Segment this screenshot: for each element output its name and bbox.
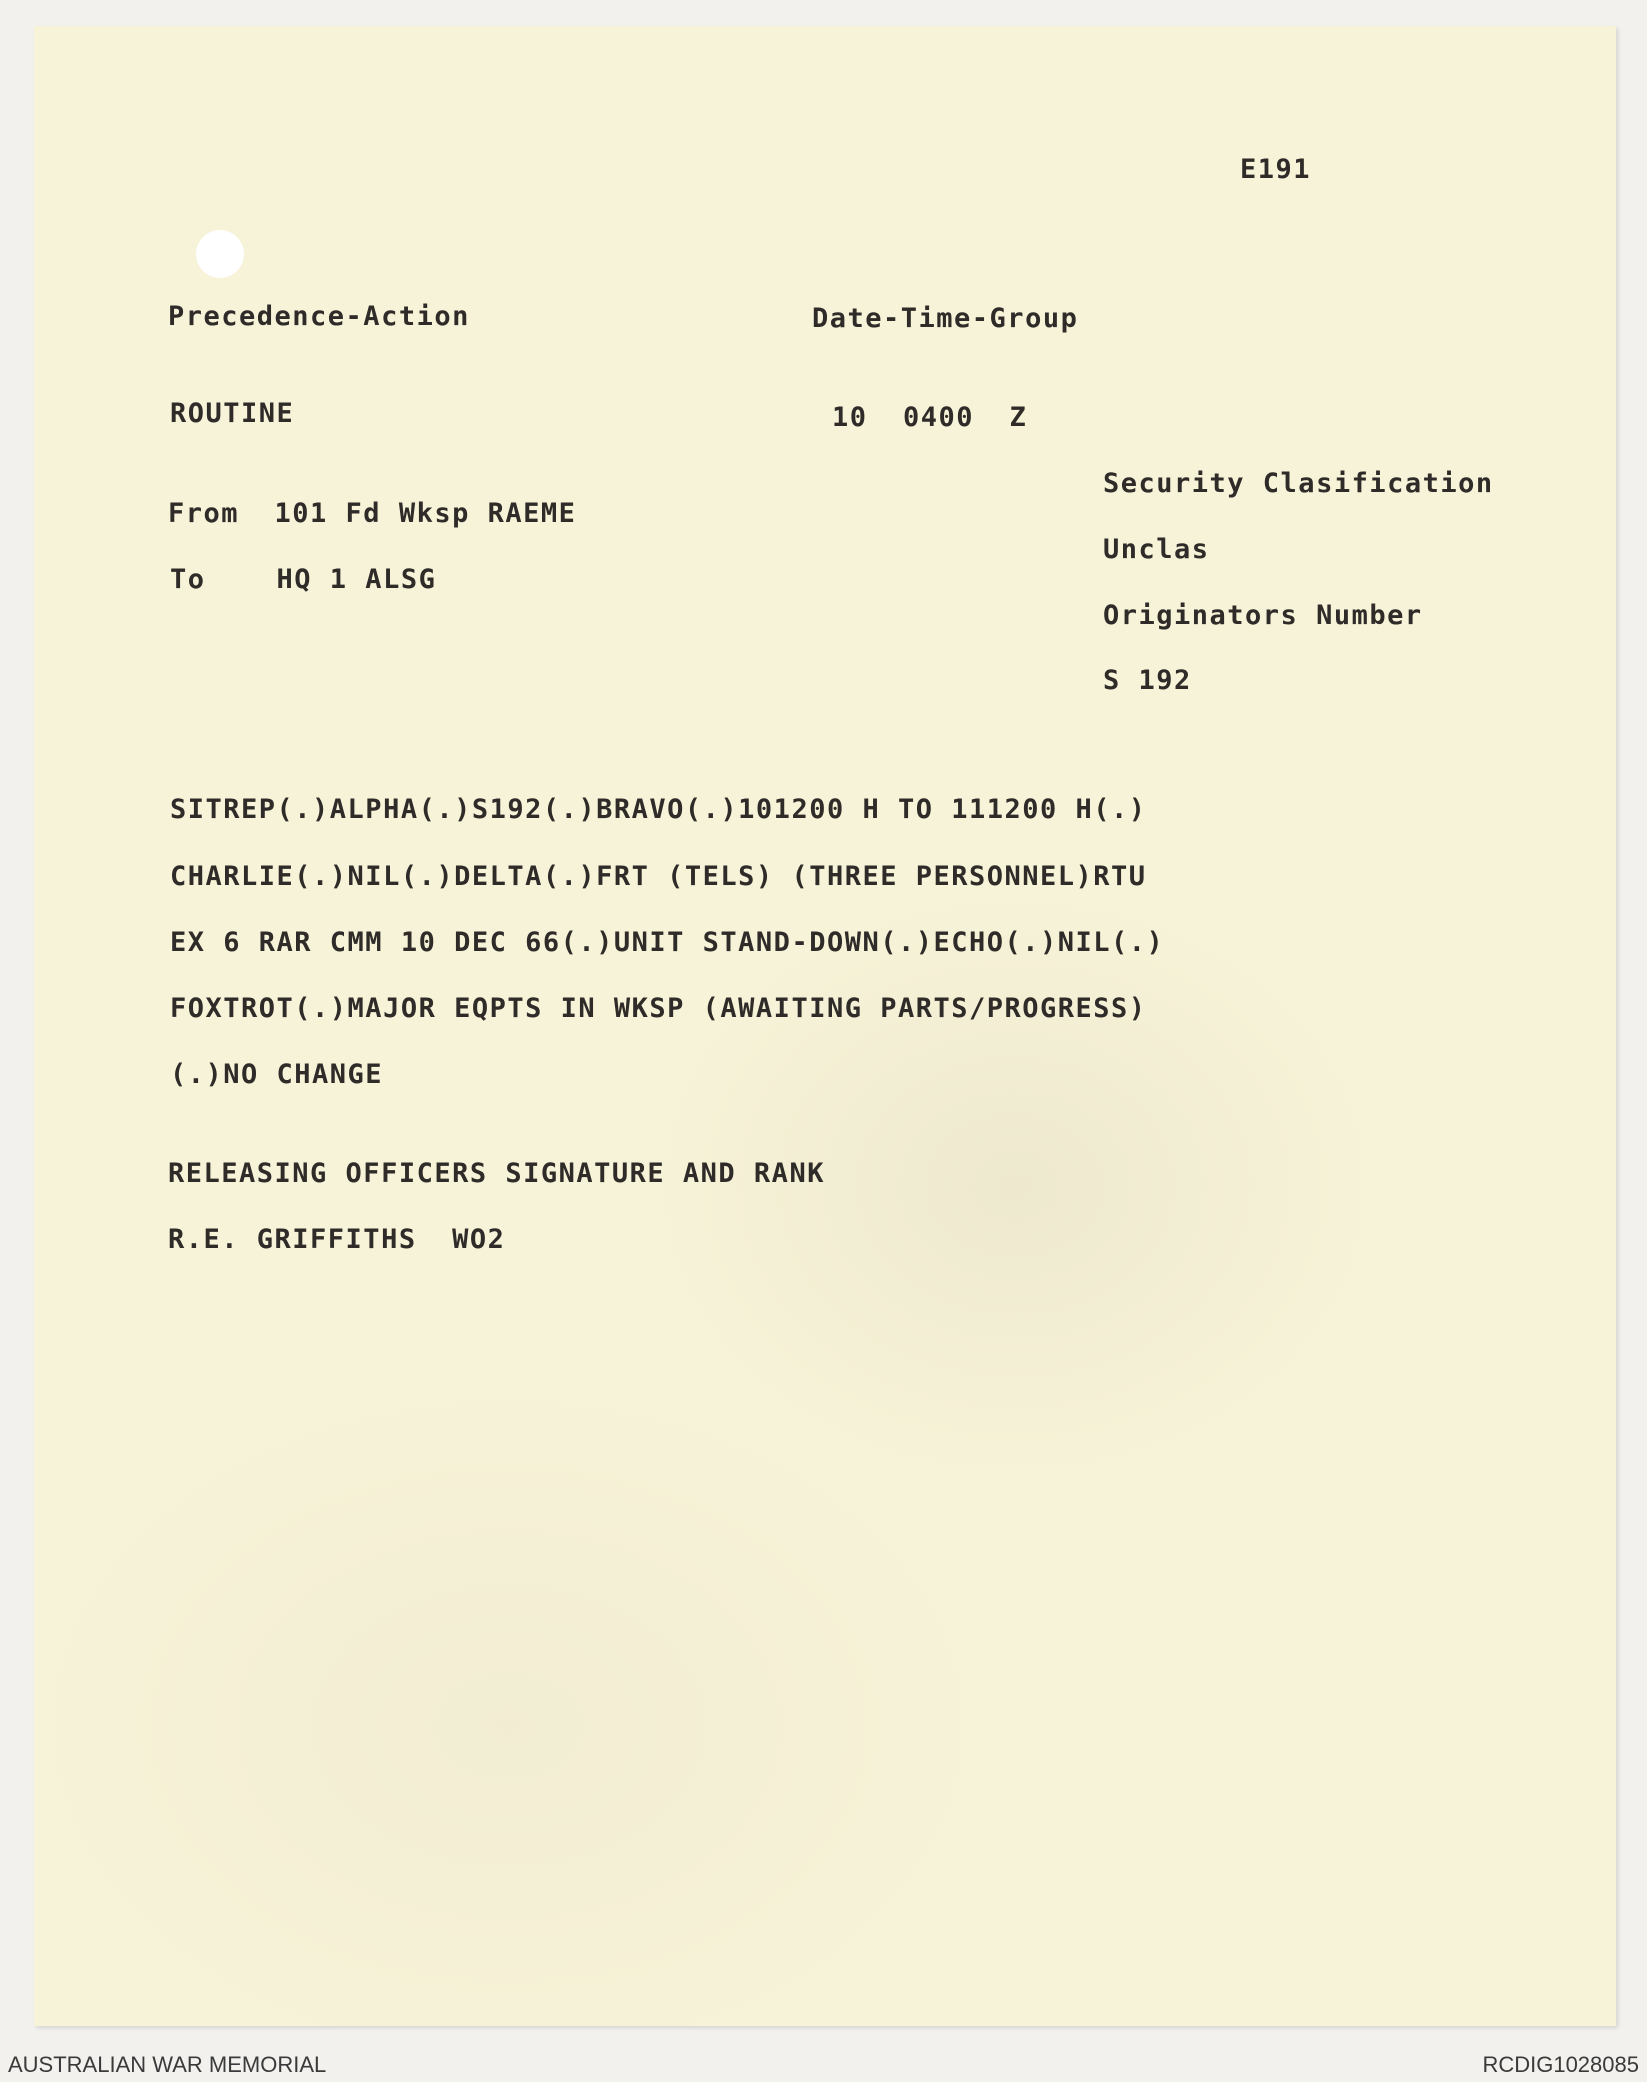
message-line-5: (.)NO CHANGE xyxy=(170,1059,384,1090)
message-line-2: CHARLIE(.)NIL(.)DELTA(.)FRT (TELS) (THREE PERSONNEL)RTU xyxy=(170,861,1147,892)
message-line-3: EX 6 RAR CMM 10 DEC 66(.)UNIT STAND-DOWN(.)ECHO(.)NIL(.) xyxy=(170,927,1165,958)
releasing-officer-label: RELEASING OFFICERS SIGNATURE AND RANK xyxy=(168,1158,825,1189)
originators-label: Originators Number xyxy=(1103,600,1423,631)
message-line-4: FOXTROT(.)MAJOR EQPTS IN WKSP (AWAITING PARTS/PROGRESS) xyxy=(170,993,1147,1024)
archive-footer-right: RCDIG1028085 xyxy=(1482,2052,1639,2077)
archive-footer-left: AUSTRALIAN WAR MEMORIAL xyxy=(8,2052,327,2077)
from-line: From 101 Fd Wksp RAEME xyxy=(168,498,577,529)
punch-hole xyxy=(196,230,244,278)
security-label: Security Clasification xyxy=(1103,468,1494,499)
precedence-value: ROUTINE xyxy=(170,398,295,429)
message-line-1: SITREP(.)ALPHA(.)S192(.)BRAVO(.)101200 H TO 111200 H(.) xyxy=(170,794,1147,825)
security-value: Unclas xyxy=(1103,534,1210,565)
precedence-label: Precedence-Action xyxy=(168,301,470,332)
to-line: To HQ 1 ALSG xyxy=(170,564,437,595)
dtg-label: Date-Time-Group xyxy=(812,303,1079,334)
originators-value: S 192 xyxy=(1103,665,1192,696)
releasing-officer-value: R.E. GRIFFITHS WO2 xyxy=(168,1224,506,1255)
dtg-value: 10 0400 Z xyxy=(832,402,1028,433)
reference-number: E191 xyxy=(1240,154,1312,185)
